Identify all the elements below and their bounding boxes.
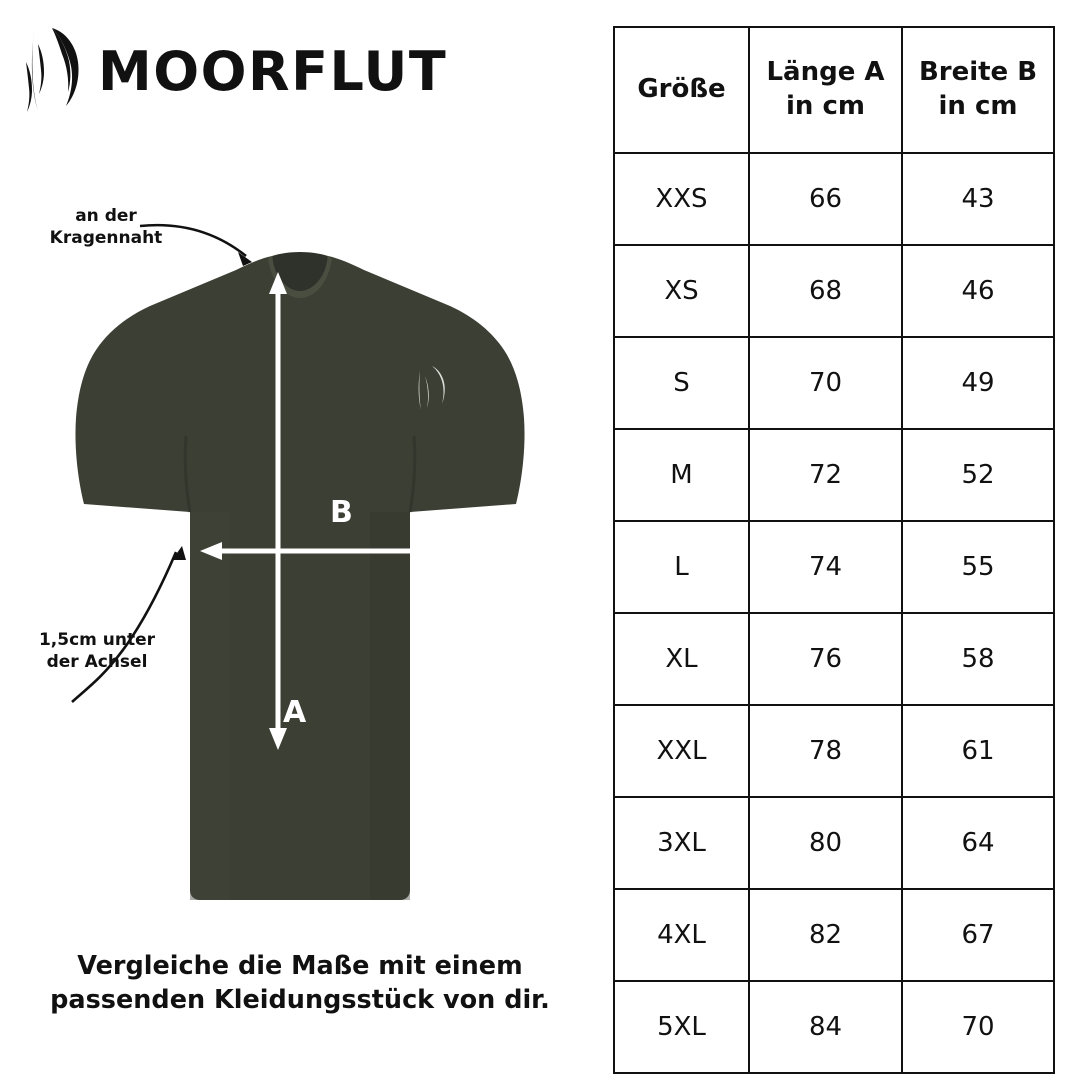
- cell-length: 76: [749, 613, 902, 705]
- cell-size: S: [614, 337, 749, 429]
- table-row: [614, 705, 1054, 797]
- callout-collar-line1: an der: [75, 206, 137, 226]
- caption-line-2: passenden Kleidungsstück von dir.: [50, 984, 550, 1015]
- cell-length: 80: [749, 797, 902, 889]
- column-header-length: [749, 27, 902, 153]
- cell-length: 78: [749, 705, 902, 797]
- cell-width: 64: [902, 797, 1054, 889]
- column-header-width: [902, 27, 1054, 153]
- tshirt-illustration: [0, 160, 600, 950]
- cell-width: 67: [902, 889, 1054, 981]
- table-header-row: [614, 27, 1054, 153]
- cell-width: 46: [902, 245, 1054, 337]
- cell-width: 70: [902, 981, 1054, 1073]
- brand-name: MOORFLUT: [98, 40, 448, 103]
- cell-width: 49: [902, 337, 1054, 429]
- column-header-size: [614, 27, 749, 153]
- cell-length: 70: [749, 337, 902, 429]
- brand-logo: [22, 22, 447, 122]
- column-header-size-line1: Größe: [637, 74, 726, 105]
- column-header-length-line2: in cm: [786, 91, 865, 121]
- table-row: [614, 429, 1054, 521]
- cell-size: XXL: [614, 705, 749, 797]
- caption-line-1: Vergleiche die Maße mit einem: [77, 951, 523, 981]
- table-row: [614, 613, 1054, 705]
- cell-length: 84: [749, 981, 902, 1073]
- cell-size: XS: [614, 245, 749, 337]
- instruction-caption: [0, 950, 600, 1018]
- table-row: [614, 337, 1054, 429]
- callout-collar-line2: Kragennaht: [49, 227, 163, 248]
- callout-collar: [26, 206, 186, 250]
- table-row: [614, 981, 1054, 1073]
- cell-width: 52: [902, 429, 1054, 521]
- cell-width: 61: [902, 705, 1054, 797]
- table-row: [614, 521, 1054, 613]
- cell-size: 3XL: [614, 797, 749, 889]
- measure-label-length: A: [283, 695, 307, 730]
- cell-size: 4XL: [614, 889, 749, 981]
- column-header-width-line2: in cm: [938, 91, 1018, 121]
- callout-armpit-line1: 1,5cm unter: [38, 630, 156, 650]
- cell-width: 43: [902, 153, 1054, 245]
- table-row: [614, 153, 1054, 245]
- column-header-length-line1: Länge A: [766, 57, 885, 88]
- cell-width: 58: [902, 613, 1054, 705]
- table-row: [614, 889, 1054, 981]
- cell-length: 68: [749, 245, 902, 337]
- size-table-container: [613, 26, 1053, 1074]
- cell-length: 74: [749, 521, 902, 613]
- size-table: [613, 26, 1055, 1074]
- cell-size: M: [614, 429, 749, 521]
- cell-size: XXS: [614, 153, 749, 245]
- table-row: [614, 797, 1054, 889]
- measure-label-width: B: [330, 495, 353, 530]
- column-header-width-line1: Breite B: [918, 57, 1038, 88]
- cell-length: 66: [749, 153, 902, 245]
- cell-length: 82: [749, 889, 902, 981]
- cell-length: 72: [749, 429, 902, 521]
- cell-size: XL: [614, 613, 749, 705]
- tshirt-graphic: [0, 160, 600, 950]
- table-row: [614, 245, 1054, 337]
- cell-size: L: [614, 521, 749, 613]
- cell-width: 55: [902, 521, 1054, 613]
- feather-logo-icon: [22, 22, 84, 122]
- cell-size: 5XL: [614, 981, 749, 1073]
- callout-armpit: [12, 630, 182, 674]
- callout-armpit-line2: der Achsel: [46, 651, 148, 672]
